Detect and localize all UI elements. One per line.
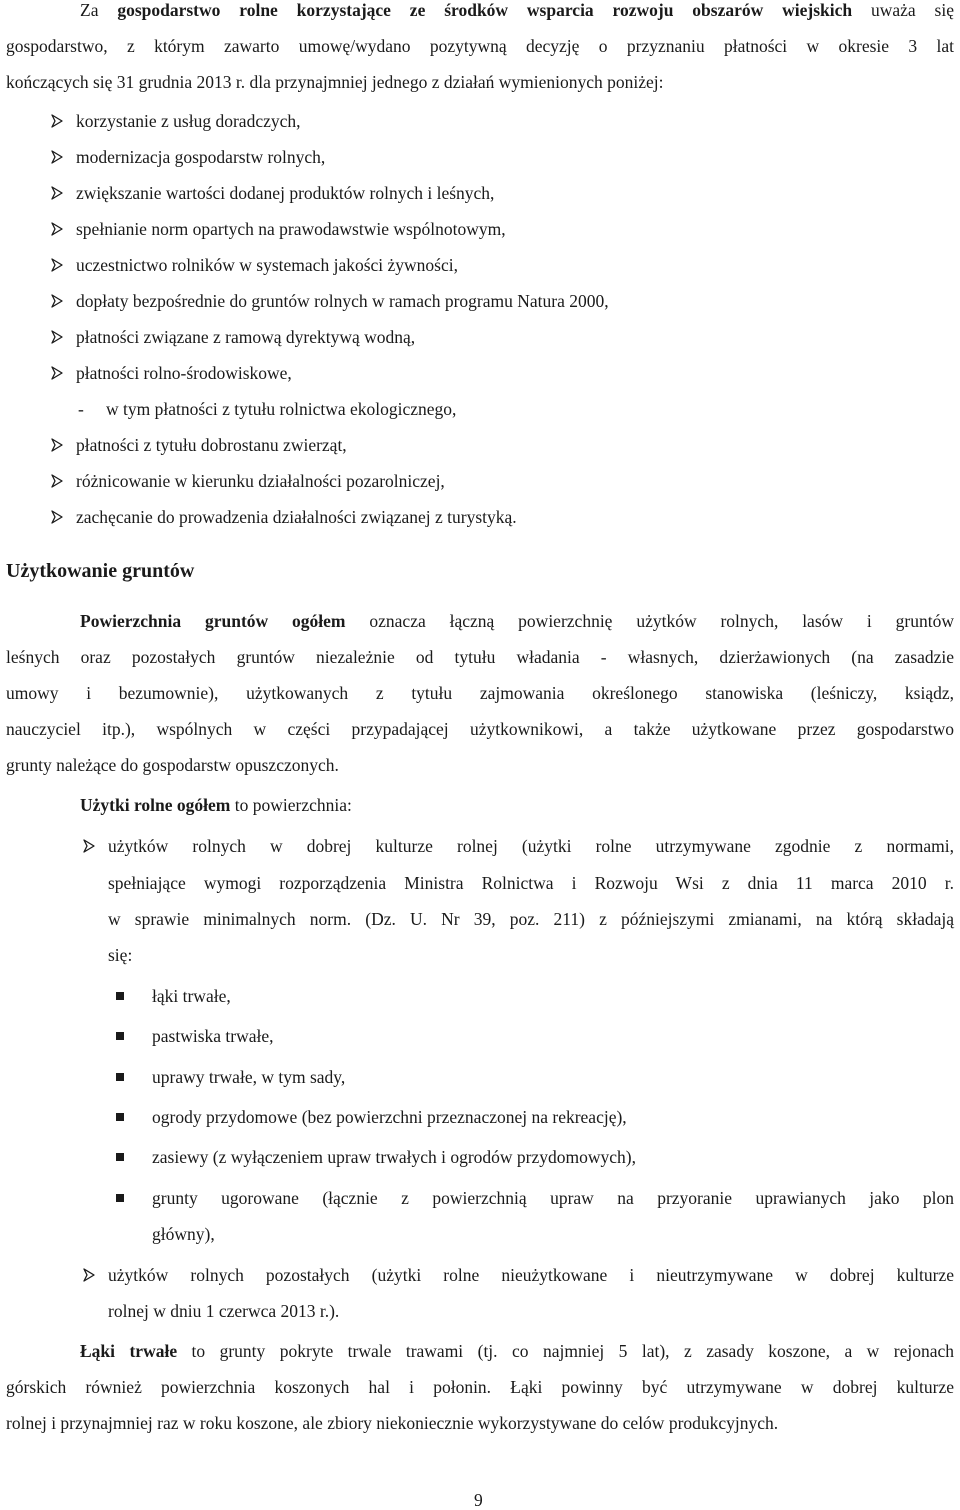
square-bullet-icon [116,992,124,1000]
arrow-bullet-icon [50,150,64,164]
square-bullet-icon [116,1194,124,1202]
square-bullet-icon [116,1032,124,1040]
intro-line-1: Za gospodarstwo rolne korzystające ze środków wsparcia rozwoju obszarów wiejskich uważa się [80,0,954,20]
arrow-bullet-icon [50,474,64,488]
list-item: płatności rolno-środowiskowe, [76,363,292,383]
arrow-bullet-icon [50,294,64,308]
land-type-item-line-2: główny), [152,1224,215,1244]
agri-bullet-1-line-3: w sprawie minimalnych norm. (Dz. U. Nr 39, poz. 211) z późniejszymi zmianami, na którą składają [108,909,954,929]
land-type-item: ogrody przydomowe (bez powierzchni przeznaczonej na rekreację), [152,1107,627,1127]
list-item: płatności z tytułu dobrostanu zwierząt, [76,435,347,455]
list-item: płatności związane z ramową dyrektywą wodną, [76,327,416,347]
agri-bullet-1-line-4: się: [108,945,133,965]
intro-line-2: gospodarstwo, z którym zawarto umowę/wydano pozytywną decyzję o przyznaniu płatności w okresie 3 lat [6,36,954,56]
meadows-line-1: Łąki trwałe to grunty pokryte trwale trawami (tj. co najmniej 5 lat), z zasady koszone, a w rejonach [80,1341,955,1361]
agri-bullet-1-line-2: spełniające wymogi rozporządzenia Ministra Rolnictwa i Rozwoju Wsi z dnia 11 marca 2010 r. [108,873,954,893]
square-bullet-icon [116,1153,124,1161]
arrow-bullet-icon [50,186,64,200]
arrow-bullet-icon [50,222,64,236]
surface-line-3: umowy i bezumownie), użytkowanych z tytułu zajmowania określonego stanowiska (leśniczy, ksiądz, [6,683,954,703]
agri-bullet-2-line-2: rolnej w dniu 1 czerwca 2013 r.). [108,1301,340,1321]
list-item: spełnianie norm opartych na prawodawstwie wspólnotowym, [76,219,506,239]
surface-line-4: nauczyciel itp.), wspólnych w części przypadającej użytkownikowi, a także użytkowane przez gospodarstwo [6,719,954,739]
sub-list-item: w tym płatności z tytułu rolnictwa ekologicznego, [106,399,457,419]
arrow-bullet-icon [50,510,64,524]
agri-bullet-2-line-1: użytków rolnych pozostałych (użytki rolne nieużytkowane i nieutrzymywane w dobrej kulturze [108,1265,954,1285]
surface-line-5: grunty należące do gospodarstw opuszczonych. [6,755,339,775]
arrow-bullet-icon [50,330,64,344]
list-item: dopłaty bezpośrednie do gruntów rolnych w ramach programu Natura 2000, [76,291,609,311]
intro-line-3: kończących się 31 grudnia 2013 r. dla przynajmniej jednego z działań wymienionych poniżej: [6,72,664,92]
land-type-item: łąki trwałe, [152,986,231,1006]
arrow-bullet-icon [50,114,64,128]
list-item: zwiększanie wartości dodanej produktów rolnych i leśnych, [76,183,495,203]
agri-bullet-1-line-1: użytków rolnych w dobrej kulturze rolnej (użytki rolne utrzymywane zgodnie z normami, [108,836,954,856]
land-type-item: uprawy trwałe, w tym sady, [152,1067,346,1087]
arrow-bullet-icon [50,366,64,380]
land-type-item: pastwiska trwałe, [152,1026,274,1046]
meadows-line-3: rolnej i przynajmniej raz w roku koszone, ale zbiory niekoniecznie wykorzystywane do celów produkcyjnych. [6,1413,779,1433]
arrow-bullet-icon [82,839,96,853]
square-bullet-icon [116,1113,124,1121]
meadows-line-2: górskich również powierzchnia koszonych hal i połonin. Łąki powinny być utrzymywane w dobrej kulturze [6,1377,954,1397]
list-item: zachęcanie do prowadzenia działalności związanej z turystyką. [76,507,517,527]
list-item: uczestnictwo rolników w systemach jakości żywności, [76,255,458,275]
arrow-bullet-icon [82,1268,96,1282]
arrow-bullet-icon [50,258,64,272]
list-item: korzystanie z usług doradczych, [76,111,301,131]
section-heading: Użytkowanie gruntów [6,560,195,582]
farm-term: gospodarstwo rolne korzystające ze środków wsparcia rozwoju obszarów wiejskich [117,0,853,20]
surface-line-1: Powierzchnia gruntów ogółem oznacza łączną powierzchnię użytków rolnych, lasów i gruntów [80,611,954,631]
agri-intro: Użytki rolne ogółem to powierzchnia: [80,795,352,815]
list-item: modernizacja gospodarstw rolnych, [76,147,326,167]
page-number: 9 [474,1490,483,1510]
surface-line-2: leśnych oraz pozostałych gruntów niezależnie od tytułu władania - własnych, dzierżawionych (na zasadzie [6,647,954,667]
land-type-item-line-1: grunty ugorowane (łącznie z powierzchnią upraw na przyoranie uprawianych jako plon [152,1188,954,1208]
dash-bullet: - [78,399,84,419]
land-type-item: zasiewy (z wyłączeniem upraw trwałych i ogrodów przydomowych), [152,1147,636,1167]
square-bullet-icon [116,1073,124,1081]
arrow-bullet-icon [50,438,64,452]
list-item: różnicowanie w kierunku działalności pozarolniczej, [76,471,445,491]
